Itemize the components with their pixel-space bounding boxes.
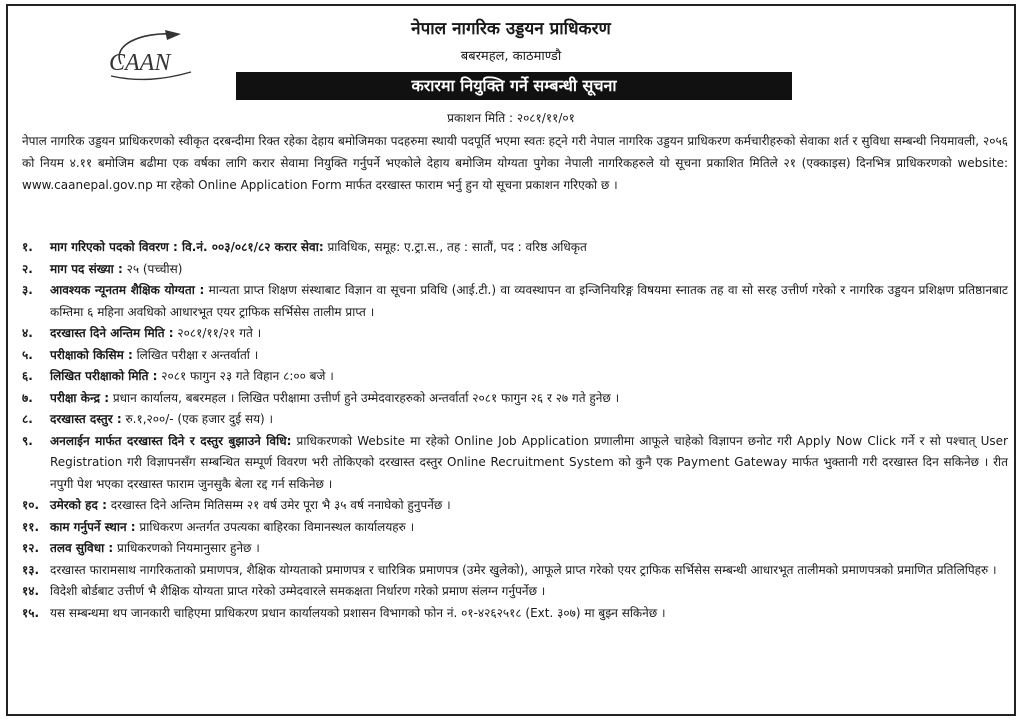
item-number: २. (22, 261, 33, 276)
list-item (22, 495, 1008, 517)
item-text: प्रधान कार्यालय, बबरमहल । लिखित परीक्षामा उत्तीर्ण हुने उम्मेदवारहरुको अन्तर्वार्ता २०८१ फागुन २६ र २७ गते हुनेछ । (109, 390, 620, 405)
item-label: काम गर्नुपर्ने स्थान : (50, 519, 136, 534)
publish-date: प्रकाशन मिति : २०८१/११/०१ (447, 111, 575, 125)
list-item (22, 431, 1008, 496)
item-label: माग पद संख्या : (50, 261, 123, 276)
item-text: प्राधिकरण अन्तर्गत उपत्यका बाहिरका विमानस्थल कार्यालयहरु । (135, 519, 415, 534)
notice-items (22, 237, 1008, 624)
item-number: १. (22, 240, 33, 254)
list-item (22, 280, 1008, 323)
item-number: १३. (22, 562, 40, 577)
org-name: नेपाल नागरिक उड्डयन प्राधिकरण (411, 19, 611, 39)
list-item (22, 388, 1008, 410)
item-label: माग गरिएको पदको विवरण : वि.नं. ००३/०८१/८२ करार सेवा: (50, 240, 324, 254)
item-text: २०८१/११/२१ गते । (173, 326, 262, 340)
item-label: दरखास्त दिने अन्तिम मिति : (50, 326, 174, 340)
item-label: परीक्षा केन्द्र : (50, 390, 109, 405)
item-number: ९. (22, 433, 33, 448)
svg-text:CAAN: CAAN (109, 50, 171, 76)
item-number: ११. (22, 519, 40, 534)
item-label: अनलाईन मार्फत दरखास्त दिने र दस्तुर बुझाउने विधि: (50, 433, 292, 448)
list-item (22, 603, 1008, 625)
item-number: ३. (22, 283, 33, 297)
item-text: लिखित परीक्षा र अन्तर्वार्ता । (132, 347, 259, 362)
intro-paragraph: नेपाल नागरिक उड्डयन प्राधिकरणको स्वीकृत दरबन्दीमा रिक्त रहेका देहाय बमोजिमका पदहरुमा स्थायी पदपूर्ति भएमा स्वतः हट्ने गरी नेपाल नागरिक उड्डयन प्राधिकरण कर्मचारीहरुको सेवाका शर्त र सुविधा सम्बन्धी नियमावली, २०५६ को नियम ४.११ बमोजिम बढीमा एक वर्षका लागि करार सेवामा नियुक्ति गर्नुपर्ने भएकोले देहाय बमोजिम योग्यता पुगेका नेपाली नागरिकहरुले यो सूचना प्रकाशित मितिले २१ (एक्काइस) दिनभित्र प्राधिकरणको website: www.caanepal.gov.np मा रहेको Online Application Form मार्फत दरखास्त फाराम भर्नु हुन यो सूचना प्रकाशन गरिएको छ । (22, 134, 1008, 192)
item-number: १०. (22, 498, 40, 512)
item-label: उमेरको हद : (50, 498, 107, 512)
item-text: मान्यता प्राप्त शिक्षण संस्थाबाट विज्ञान वा सूचना प्रविधि (आई.टी.) वा व्यवस्थापन वा इन्जिनियरिङ्ग विषयमा स्नातक तह वा सो सरह उत्तीर्ण गरेको र नागरिक उड्डयन प्रशिक्षण प्रतिष्ठानबाट कम्तिमा ६ महिना अवधिको आधारभूत एयर ट्राफिक सर्भिसेस तालीम प्राप्त । (50, 283, 1008, 319)
item-text: २०८१ फागुन २३ गते विहान ८:०० बजे । (157, 369, 334, 383)
item-text: रु.१,२००/- (एक हजार दुई सय) । (121, 412, 274, 426)
item-text: प्राविधिक, समूह: ए.ट्रा.स., तह : सातौं, पद : वरिष्ठ अधिकृत (323, 240, 587, 254)
item-number: ८. (22, 412, 33, 426)
item-text: प्राधिकरणको Website मा रहेको Online Job Application प्रणालीमा आफूले चाहेको विज्ञापन छनोट गरी Apply Now Click गर्ने र सो पश्चात् User Registration गरी विज्ञापनसँग सम्बन्धित सम्पूर्ण विवरण भरी तोकिएको दरखास्त दस्तुर Online Recruitment System को कुनै एक Payment Gateway मार्फत भुक्तानी गरी दरखास्त दिन सकिनेछ । रीत नपुगी पेश भएका दरखास्त फाराम जुनसुकै बेला रद्द गर्न सकिनेछ । (50, 433, 1008, 491)
item-number: १४. (22, 584, 40, 598)
item-number: ७. (22, 390, 33, 405)
item-text: विदेशी बोर्डबाट उत्तीर्ण भै शैक्षिक योग्यता प्राप्त गरेको उम्मेदवारले समकक्षता निर्धारण गरेको प्रमाण संलग्न गर्नुपर्नेछ । (50, 584, 546, 598)
notice-title-banner: करारमा नियुक्ति गर्ने सम्बन्धी सूचना (236, 72, 792, 100)
item-label: आवश्यक न्यूनतम शैक्षिक योग्यता : (50, 283, 205, 297)
list-item (22, 409, 1008, 431)
item-number: ५. (22, 347, 33, 362)
item-label: दरखास्त दस्तुर : (50, 412, 122, 426)
item-number: ४. (22, 326, 33, 340)
item-label: लिखित परीक्षाको मिति : (50, 369, 158, 383)
list-item (22, 366, 1008, 388)
list-item (22, 560, 1008, 582)
list-item (22, 581, 1008, 603)
item-number: १५. (22, 605, 40, 620)
notice-page (6, 4, 1016, 716)
item-text: दरखास्त दिने अन्तिम मितिसम्म २१ वर्ष उमेर पूरा भै ३५ वर्ष ननाघेको हुनुपर्नेछ । (106, 498, 451, 512)
list-item (22, 538, 1008, 560)
item-number: १२. (22, 541, 40, 555)
org-location: बबरमहल, काठमाण्डौ (460, 49, 562, 64)
list-item (22, 259, 1008, 281)
item-text: यस सम्बन्धमा थप जानकारी चाहिएमा प्राधिकरण प्रधान कार्यालयको प्रशासन विभागको फोन नं. ०१-४२६२५१८ (Ext. ३०७) मा बुझ्न सकिनेछ । (50, 605, 666, 620)
list-item (22, 323, 1008, 345)
item-text: २५ (पच्चीस) (122, 261, 183, 276)
item-text: प्राधिकरणको नियमानुसार हुनेछ । (113, 541, 260, 555)
list-item (22, 517, 1008, 539)
item-number: ६. (22, 369, 33, 383)
item-label: परीक्षाको किसिम : (50, 347, 133, 362)
list-item (22, 345, 1008, 367)
item-label: तलव सुविधा : (50, 541, 114, 555)
item-text: दरखास्त फारामसाथ नागरिकताको प्रमाणपत्र, शैक्षिक योग्यताको प्रमाणपत्र र चारित्रिक प्रमाणपत्र (उमेर खुलेको), आफूले प्राप्त गरेको एयर ट्राफिक सर्भिसेस सम्बन्धी आधारभूत तालीमको प्रमाणपत्रको प्रमाणित प्रतिलिपिहरु । (50, 562, 997, 577)
list-item (22, 237, 1008, 259)
